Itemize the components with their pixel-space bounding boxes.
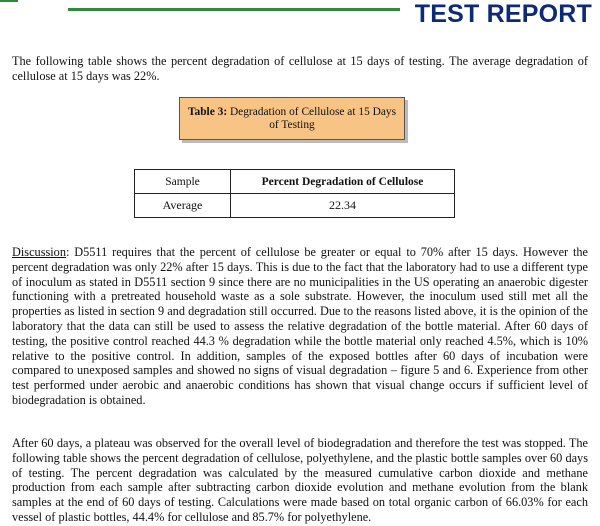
column-header-percent-degradation: Percent Degradation of Cellulose: [231, 170, 455, 194]
table-caption-label: Table 3:: [187, 105, 228, 118]
table-row: [135, 194, 455, 218]
discussion-text: : D5511 requires that the percent of cellulose be greater or equal to 70% after 15 days. However the percent degradation was only 22% after 15 days. This is due to the fact that the laboratory had to use a different type of inoculum as stated in D5511 section 9 since there are no municipalities in the US operating an anaerobic digester functioning with a pretreated household waste as a sole substrate. However, the inoculum used still met all the properties as listed in section 9 and degradation still occurred. Due to the reasons listed above, it is the opinion of the laboratory that the data can still be used to assess the relative degradation of the bottle material. After 60 days of testing, the positive control reached 44.3 % degradation while the bottle material only reached 4.5%, which is 10% relative to the positive control. In addition, samples of the exposed bottles after 60 days of incubation were compared to unexposed samples and showed no signs of visual degradation – figure 5 and 6. Experience from other test performed under aerobic and anaerobic conditions has shown that visual change occurs if sufficient level of biodegradation is obtained.: [12, 245, 588, 407]
table-caption-body: Degradation of Cellulose at 15 Days of Testing: [227, 105, 397, 131]
table-cell-value: 22.34: [231, 194, 455, 218]
intro-paragraph: The following table shows the percent degradation of cellulose at 15 days of testing. The average degradation of cellulose at 15 days was 22%.: [12, 54, 588, 83]
closing-paragraph: After 60 days, a plateau was observed for the overall level of biodegradation and therefore the test was stopped. The following table shows the percent degradation of cellulose, polyethylene, and the plastic bottle samples over 60 days of testing. The percent degradation was calculated by the measured cumulative carbon dioxide and methane production from each sample after subtracting carbon dioxide evolution and methane evolution from the blank samples at the end of 60 days of testing. Calculations were made based on total organic carbon of 66.03% for each vessel of plastic bottles, 44.4% for cellulose and 85.7% for polyethylene.: [12, 436, 588, 524]
table-cell-sample: Average: [135, 194, 231, 218]
discussion-paragraph: [12, 245, 588, 408]
table-caption: [179, 97, 405, 140]
cellulose-degradation-table: [134, 169, 455, 218]
table-caption-text: [186, 106, 398, 132]
header-accent-line: [68, 8, 400, 11]
discussion-label: Discussion: [12, 245, 66, 259]
report-title: TEST REPORT: [414, 0, 592, 28]
column-header-sample: Sample: [135, 170, 231, 194]
table-header-row: [135, 170, 455, 194]
header-corner-mark: [0, 0, 18, 8]
